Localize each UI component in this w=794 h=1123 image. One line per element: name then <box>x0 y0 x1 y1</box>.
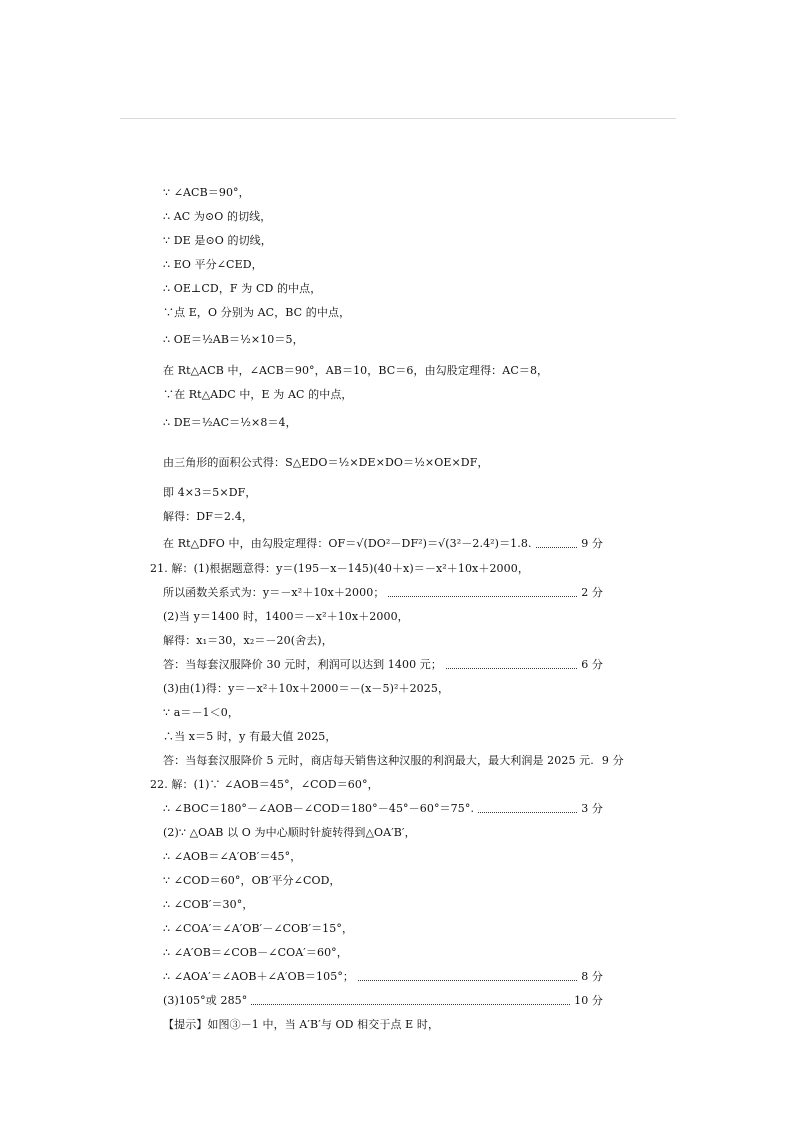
text-line: 【提示】如图③－1 中，当 A′B′与 OD 相交于点 E 时， <box>163 1018 440 1031</box>
text-line: 解得：DF＝2.4， <box>163 510 253 523</box>
scored-line <box>163 586 603 600</box>
text-line: ∴ ∠COB′＝30°， <box>163 898 254 911</box>
text-line: (3)由(1)得：y＝－x²＋10x＋2000＝－(x－5)²＋2025， <box>163 682 450 695</box>
line-text: (3)105°或 285° <box>163 994 248 1007</box>
text-line: ∴ ∠COA′＝∠A′OB′－∠COB′＝15°， <box>163 922 354 935</box>
score-label: 2 分 <box>581 586 603 599</box>
leader-dots <box>358 979 577 981</box>
leader-dots <box>536 546 578 548</box>
text-line: ∴当 x＝5 时，y 有最大值 2025， <box>163 730 337 743</box>
text-line: 在 Rt△ACB 中，∠ACB＝90°，AB＝10，BC＝6，由勾股定理得：AC＝8， <box>163 364 549 377</box>
scored-line <box>163 970 603 984</box>
score-label: 6 分 <box>581 658 603 671</box>
scored-line <box>163 537 603 551</box>
score-label: 9 分 <box>581 537 603 550</box>
text-line: ∴ AC 为⊙O 的切线， <box>163 210 272 223</box>
line-text: 答：当每套汉服降价 30 元时，利润可以达到 1400 元； <box>163 658 442 671</box>
text-line: 即 4×3＝5×DF， <box>163 486 257 499</box>
scored-line <box>163 802 603 816</box>
leader-dots <box>478 811 577 813</box>
text-line: ∵点 E，O 分别为 AC，BC 的中点， <box>163 306 351 319</box>
line-text: 所以函数关系式为：y＝－x²＋10x＋2000； <box>163 586 385 599</box>
score-label: 3 分 <box>581 802 603 815</box>
text-line: (2)当 y＝1400 时，1400＝－x²＋10x＋2000， <box>163 610 409 623</box>
text-line: ∵ ∠COD＝60°，OB′平分∠COD， <box>163 874 341 887</box>
text-line: ∵ ∠ACB＝90°， <box>163 186 250 199</box>
text-line: (2)∵ △OAB 以 O 为中心顺时针旋转得到△OA′B′， <box>163 826 416 839</box>
text-line: ∴ OE⊥CD，F 为 CD 的中点， <box>163 282 322 295</box>
text-line: ∴ DE＝½AC＝½×8＝4， <box>163 416 297 429</box>
scored-line <box>163 994 603 1008</box>
score-label: 9 分 <box>601 754 624 767</box>
text-line: ∴ EO 平分∠CED， <box>163 258 263 271</box>
text-line: 22. 解：(1)∵ ∠AOB＝45°，∠COD＝60°， <box>150 778 379 791</box>
line-text: 在 Rt△DFO 中，由勾股定理得：OF＝√(DO²－DF²)＝√(3²－2.4²)＝1.8. <box>163 537 532 550</box>
scored-line <box>163 754 624 768</box>
line-text: 答：当每套汉服降价 5 元时，商店每天销售这种汉服的利润最大，最大利润是 2025 元. <box>163 754 594 767</box>
leader-dots <box>251 1003 570 1005</box>
score-label: 8 分 <box>581 970 603 983</box>
text-line: ∵在 Rt△ADC 中，E 为 AC 的中点， <box>163 388 353 401</box>
line-text: ∴ ∠AOA′＝∠AOB＋∠A′OB＝105°； <box>163 970 355 983</box>
score-label: 10 分 <box>574 994 603 1007</box>
text-line: 解得：x₁＝30，x₂＝－20(舍去)， <box>163 634 333 647</box>
text-line: ∵ a＝－1＜0， <box>163 706 239 719</box>
leader-dots <box>446 667 577 669</box>
header-rule <box>120 118 676 119</box>
scored-line <box>163 658 603 672</box>
line-text: ∴ ∠BOC＝180°－∠AOB－∠COD＝180°－45°－60°＝75°. <box>163 802 475 815</box>
text-line: 21. 解：(1)根据题意得：y＝(195－x－145)(40＋x)＝－x²＋10x＋2000， <box>150 562 529 575</box>
text-line: 由三角形的面积公式得：S△EDO＝½×DE×DO＝½×OE×DF， <box>163 456 489 469</box>
text-line: ∵ DE 是⊙O 的切线， <box>163 234 272 247</box>
text-line: ∴ ∠AOB＝∠A′OB′＝45°， <box>163 850 302 863</box>
leader-dots <box>388 595 577 597</box>
text-line: ∴ ∠A′OB＝∠COB－∠COA′＝60°， <box>163 946 348 959</box>
text-line: ∴ OE＝½AB＝½×10＝5， <box>163 333 304 346</box>
